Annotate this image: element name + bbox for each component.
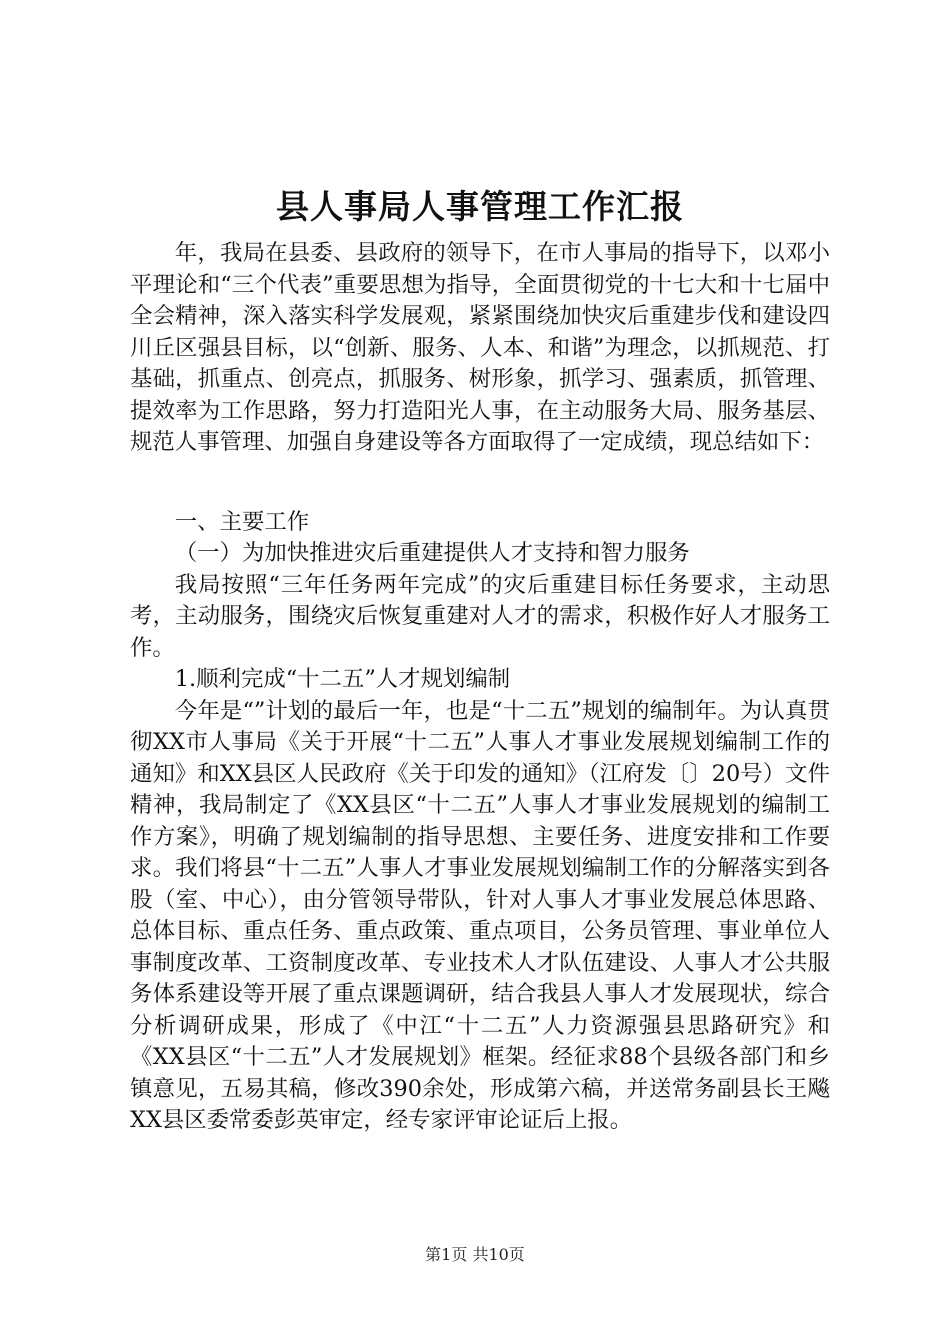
page-footer: 第1页 共10页 <box>425 1245 525 1264</box>
intro-paragraph: 年，我局在县委、县政府的领导下，在市人事局的指导下，以邓小平理论和“三个代表”重要思想为指导，全面贯彻党的十七大和十七届中全会精神，深入落实科学发展观，紧紧围绕加快灾后重建步伐和建设四川丘区强县目标，以“创新、服务、人本、和谐”为理念，以抓规范、打基础，抓重点、创亮点，抓服务、树形象，抓学习、强素质，抓管理、提效率为工作思路，努力打造阳光人事，在主动服务大局、服务基层、规范人事管理、加强自身建设等各方面取得了一定成绩，现总结如下： <box>130 240 830 455</box>
subsection-heading: （一）为加快推进灾后重建提供人才支持和智力服务 <box>174 540 690 566</box>
section-heading: 一、主要工作 <box>174 508 310 535</box>
body-paragraph: 今年是“”计划的最后一年，也是“十二五”规划的编制年。为认真贯彻XX市人事局《关于开展“十二五”人事人才事业发展规划编制工作的通知》和XX县区人民政府《关于印发的通知》（江府发〔〕20号）文件精神，我局制定了《XX县区“十二五”人事人才事业发展规划的编制工作方案》，明确了规划编制的指导思想、主要任务、进度安排和工作要求。我们将县“十二五”人事人才事业发展规划编制工作的分解落实到各股（室、中心），由分管领导带队，针对人事人才事业发展总体思路、总体目标、重点任务、重点政策、重点项目，公务员管理、事业单位人事制度改革、工资制度改革、专业技术人才队伍建设、人事人才公共服务体系建设等开展了重点课题调研，结合我县人事人才发展现状，综合分析调研成果，形成了《中江“十二五”人力资源强县思路研究》和《XX县区“十二五”人才发展规划》框架。经征求88个县级各部门和乡镇意见，五易其稿，修改390余处，形成第六稿，并送常务副县长王飚XX县区委常委彭英审定，经专家评审论证后上报。 <box>130 697 830 1133</box>
item-heading: 1.顺利完成“十二五”人才规划编制 <box>174 666 511 692</box>
document-title: 县人事局人事管理工作汇报 <box>276 187 684 226</box>
paragraph-gap <box>130 459 830 507</box>
body-paragraph: 我局按照“三年任务两年完成”的灾后重建目标任务要求，主动思考，主动服务，围绕灾后恢复重建对人才的需求，积极作好人才服务工作。 <box>130 571 830 661</box>
document-body <box>130 178 830 1137</box>
